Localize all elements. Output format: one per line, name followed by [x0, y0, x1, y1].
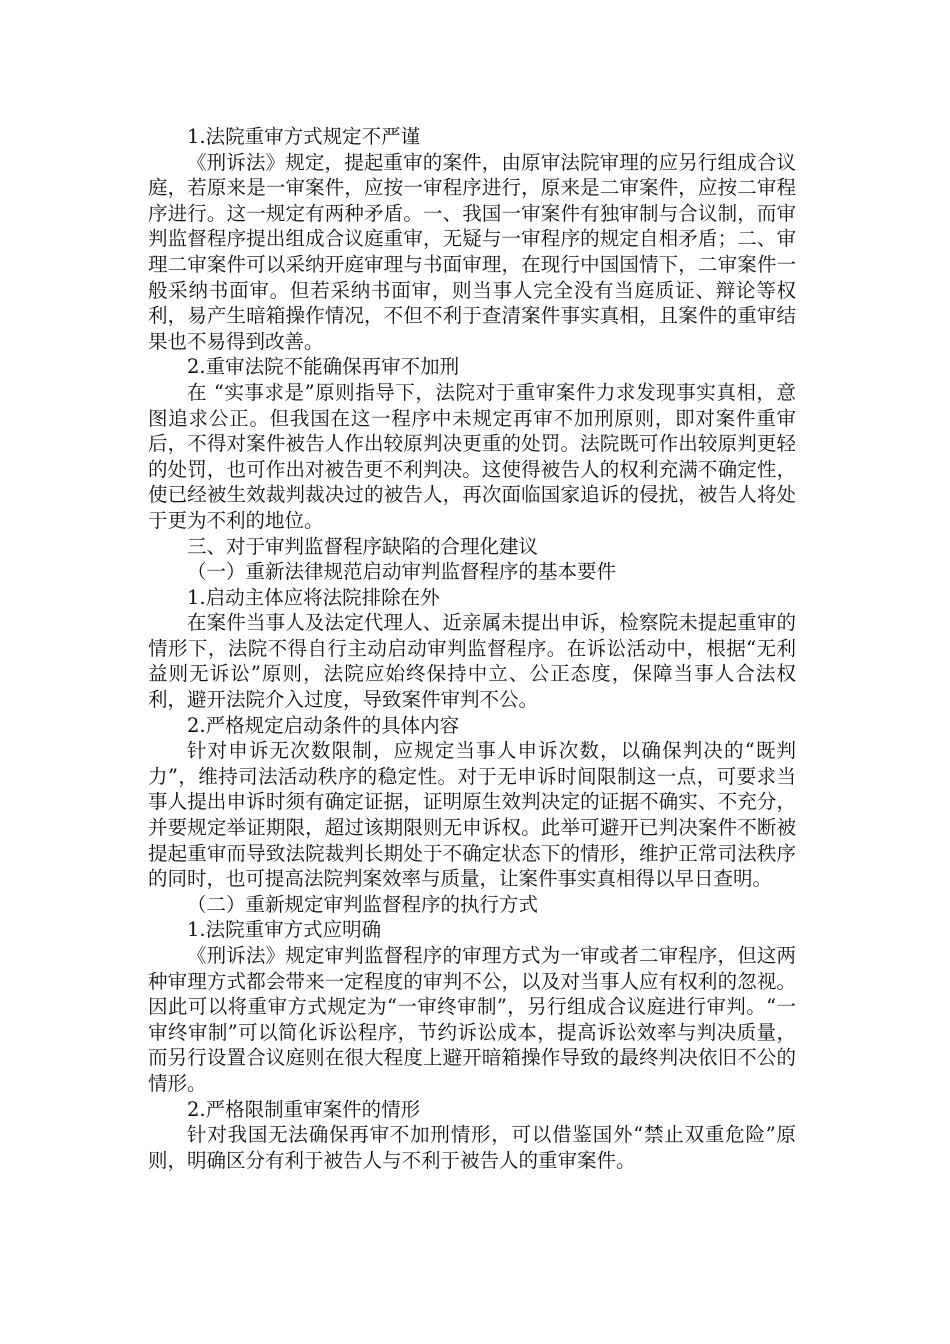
body-paragraph: 在 “实事求是”原则指导下，法院对于重审案件力求发现事实真相，意图追求公正。但我国在这一程序中未规定再审不加刑原则，即对案件重审后，不得对案件被告人作出较原判决更重的处罚。法院既可作出较原判更轻的处罚，也可作出对被告更不利判决。这使得被告人的权利充满不确定性，使已经被生效裁判裁决过的被告人，再次面临国家追诉的侵扰，被告人将处于更为不利的地位。 [148, 380, 796, 532]
section-heading: （一）重新法律规范启动审判监督程序的基本要件 [187, 560, 617, 584]
body-paragraph: 《刑诉法》规定，提起重审的案件，由原审法院审理的应另行组成合议庭，若原来是一审案件，应按一审程序进行，原来是二审案件，应按二审程序进行。这一规定有两种矛盾。一、我国一审案件有独审制与合议制，而审判监督程序提出组成合议庭重审，无疑与一审程序的规定自相矛盾；二、审理二审案件可以采纳开庭审理与书面审理，在现行中国国情下，二审案件一般采纳书面审。但若采纳书面审，则当事人完全没有当庭质证、辩论等权利，易产生暗箱操作情况，不但不利于查清案件事实真相，且案件的重审结果也不易得到改善。 [148, 150, 796, 353]
body-paragraph: 针对我国无法确保再审不加刑情形，可以借鉴国外“禁止双重危险”原则，明确区分有利于被告人与不利于被告人的重审案件。 [148, 1123, 796, 1172]
section-heading: 三、对于审判监督程序缺陷的合理化建议 [187, 534, 539, 558]
document-body [148, 124, 796, 1173]
section-heading: （二）重新规定审判监督程序的执行方式 [187, 892, 539, 916]
body-paragraph: 在案件当事人及法定代理人、近亲属未提出申诉，检察院未提起重审的情形下，法院不得自行主动启动审判监督程序。在诉讼活动中，根据“无利益则无诉讼”原则，法院应始终保持中立、公正态度，保障当事人合法权利，避开法院介入过度，导致案件审判不公。 [148, 611, 796, 712]
section-heading: 2.严格规定启动条件的具体内容 [187, 713, 460, 737]
section-heading: 1.启动主体应将法院排除在外 [187, 585, 440, 609]
body-paragraph: 针对申诉无次数限制，应规定当事人申诉次数，以确保判决的“既判力”，维持司法活动秩序的稳定性。对于无申诉时间限制这一点，可要求当事人提出申诉时须有确定证据，证明原生效判决定的证据不确实、不充分，并要规定举证期限，超过该期限则无申诉权。此举可避开已判决案件不断被提起重审而导致法院裁判长期处于不确定状态下的情形，维护正常司法秩序的同时，也可提高法院判案效率与质量，让案件事实真相得以早日查明。 [148, 739, 796, 891]
body-paragraph: 《刑诉法》规定审判监督程序的审理方式为一审或者二审程序，但这两种审理方式都会带来一定程度的审判不公，以及对当事人应有权利的忽视。因此可以将重审方式规定为“一审终审制”，另行组成合议庭进行审判。“一审终审制”可以简化诉讼程序，节约诉讼成本，提高诉讼效率与判决质量，而另行设置合议庭则在很大程度上避开暗箱操作导致的最终判决依旧不公的情形。 [148, 944, 796, 1095]
section-heading: 1.法院重审方式规定不严谨 [187, 125, 421, 148]
section-heading: 2.重审法院不能确保再审不加刑 [187, 355, 460, 379]
section-heading: 2.严格限制重审案件的情形 [187, 1097, 421, 1121]
section-heading: 1.法院重审方式应明确 [187, 918, 382, 942]
